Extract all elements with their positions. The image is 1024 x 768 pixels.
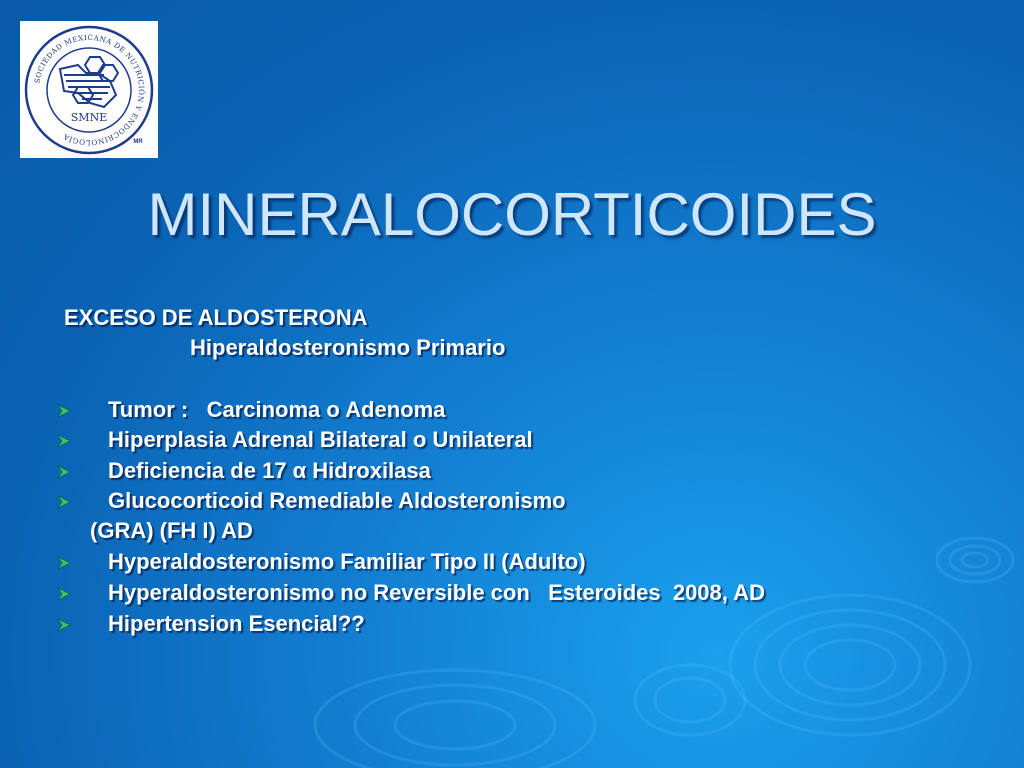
bullet-text: Hipertension Esencial?? bbox=[108, 611, 365, 636]
bullet-text: Deficiencia de 17 α Hidroxilasa bbox=[108, 458, 431, 483]
svg-text:MR: MR bbox=[133, 139, 143, 145]
arrow-bullet-icon bbox=[57, 587, 71, 601]
svg-text:SMNE: SMNE bbox=[70, 111, 108, 124]
bullet-text: Hyperaldosteronismo no Reversible con Esteroides 2008, AD bbox=[108, 580, 765, 605]
section-subheading: Hiperaldosteronismo Primario bbox=[190, 335, 506, 360]
arrow-bullet-icon bbox=[57, 434, 71, 448]
bullet-text: Hiperplasia Adrenal Bilateral o Unilateral bbox=[108, 427, 533, 452]
arrow-bullet-icon bbox=[57, 465, 71, 479]
arrow-bullet-icon bbox=[57, 556, 71, 570]
bullet-text: Hyperaldosteronismo Familiar Tipo II (Adulto) bbox=[108, 549, 586, 574]
bullet-text: Glucocorticoid Remediable Aldosteronismo bbox=[108, 488, 566, 513]
bullet-text: Tumor : Carcinoma o Adenoma bbox=[108, 397, 446, 422]
section-heading: EXCESO DE ALDOSTERONA bbox=[64, 305, 368, 330]
arrow-bullet-icon bbox=[57, 495, 71, 509]
arrow-bullet-icon bbox=[57, 404, 71, 418]
arrow-bullet-icon bbox=[57, 618, 71, 632]
slide-title: MINERALOCORTICOIDES bbox=[147, 181, 877, 248]
bullet-continuation: (GRA) (FH I) AD bbox=[90, 518, 253, 543]
svg-text:SOCIEDAD MEXICANA DE NUTRICIÓN: SOCIEDAD MEXICANA DE NUTRICIÓN Y ENDOCRINOLOGÍA bbox=[32, 32, 147, 148]
smne-seal-icon bbox=[20, 21, 158, 158]
smne-logo bbox=[20, 21, 158, 158]
